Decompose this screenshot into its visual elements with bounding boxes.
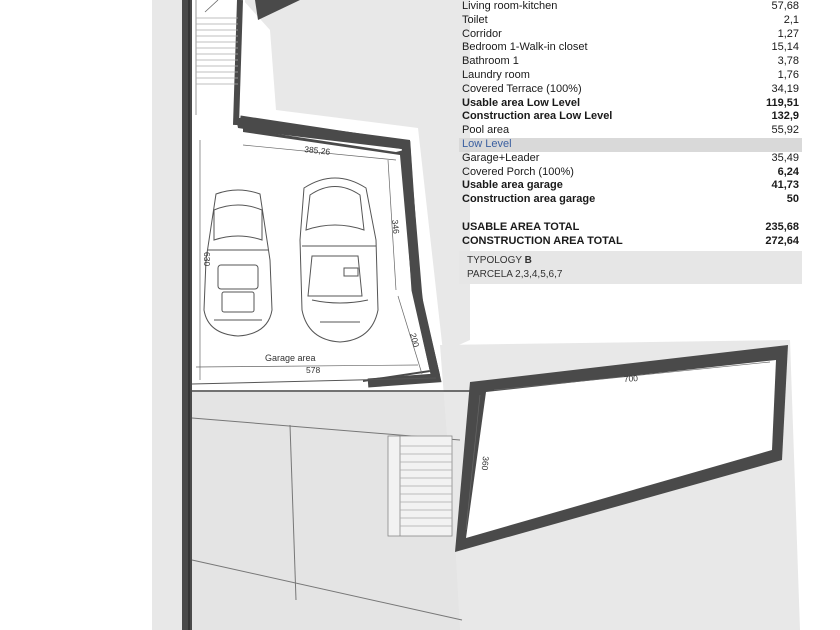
row-value: 1,76 — [777, 68, 799, 81]
typology-label: TYPOLOGY — [467, 255, 522, 267]
row-value: 57,68 — [771, 0, 799, 12]
row-label: USABLE AREA TOTAL — [462, 220, 580, 233]
row-label: Low Level — [462, 137, 512, 150]
dim-garage-bottom: 578 — [306, 365, 321, 375]
row-label: Toilet — [462, 13, 488, 26]
table-row — [459, 110, 802, 124]
row-label: Bathroom 1 — [462, 55, 519, 68]
table-row — [459, 41, 802, 55]
table-row — [459, 152, 802, 166]
typology-value: B — [524, 255, 532, 267]
row-value: 3,78 — [777, 55, 799, 68]
table-row — [459, 97, 802, 111]
dim-pool-top: 700 — [623, 373, 639, 384]
row-label: Corridor — [462, 27, 502, 40]
row-label: Living room-kitchen — [462, 0, 558, 12]
row-value: 6,24 — [777, 165, 799, 178]
dim-pool-side: 360 — [479, 455, 491, 471]
table-row — [459, 28, 802, 42]
row-label: Construction area Low Level — [462, 110, 613, 123]
table-row — [459, 179, 802, 193]
row-label: Bedroom 1-Walk-in closet — [462, 41, 588, 54]
row-value: 50 — [786, 193, 799, 206]
typology-box — [459, 251, 802, 284]
area-table — [459, 0, 802, 284]
row-value: 35,49 — [771, 151, 799, 164]
row-label: Covered Terrace (100%) — [462, 82, 582, 95]
table-row — [459, 14, 802, 28]
table-row — [459, 69, 802, 83]
area-rows — [459, 0, 802, 248]
table-row — [459, 83, 802, 97]
table-row — [459, 55, 802, 69]
row-label: CONSTRUCTION AREA TOTAL — [462, 234, 623, 247]
row-value: 15,14 — [771, 41, 799, 54]
table-row — [459, 166, 802, 180]
row-label: Laundry room — [462, 68, 530, 81]
row-label: Covered Porch (100%) — [462, 165, 574, 178]
left-wall — [182, 0, 192, 630]
car-left — [204, 190, 272, 336]
dim-garage-left: 630 — [202, 252, 212, 267]
row-label: Garage+Leader — [462, 151, 540, 164]
table-row — [459, 221, 802, 235]
row-label: Construction area garage — [462, 193, 596, 206]
row-value: 235,68 — [765, 220, 799, 233]
table-row — [459, 207, 802, 221]
row-value: 41,73 — [771, 179, 799, 192]
row-label: Usable area garage — [462, 179, 563, 192]
row-value: 132,9 — [771, 110, 799, 123]
table-row — [459, 0, 802, 14]
row-value: 119,51 — [765, 96, 799, 109]
row-value: 55,92 — [771, 124, 799, 137]
row-value: 272,64 — [765, 234, 799, 247]
terrain-left — [152, 0, 183, 630]
row-label: Usable area Low Level — [462, 96, 580, 109]
row-value: 2,1 — [783, 13, 799, 26]
car-right — [300, 178, 378, 342]
row-label: Pool area — [462, 124, 510, 137]
table-section-header — [459, 138, 802, 152]
row-value: 1,27 — [777, 27, 799, 40]
lower-staircase — [388, 436, 452, 536]
garage-area-label: Garage area — [265, 353, 316, 363]
table-row — [459, 124, 802, 138]
table-row — [459, 193, 802, 207]
dim-garage-right: 346 — [390, 219, 402, 235]
table-row — [459, 235, 802, 249]
typology-line — [467, 254, 794, 268]
parcela-line: PARCELA 2,3,4,5,6,7 — [467, 268, 563, 280]
dim-garage-top: 385,26 — [303, 144, 331, 157]
row-value: 34,19 — [771, 82, 799, 95]
dim-garage-corner: 200 — [408, 331, 422, 349]
